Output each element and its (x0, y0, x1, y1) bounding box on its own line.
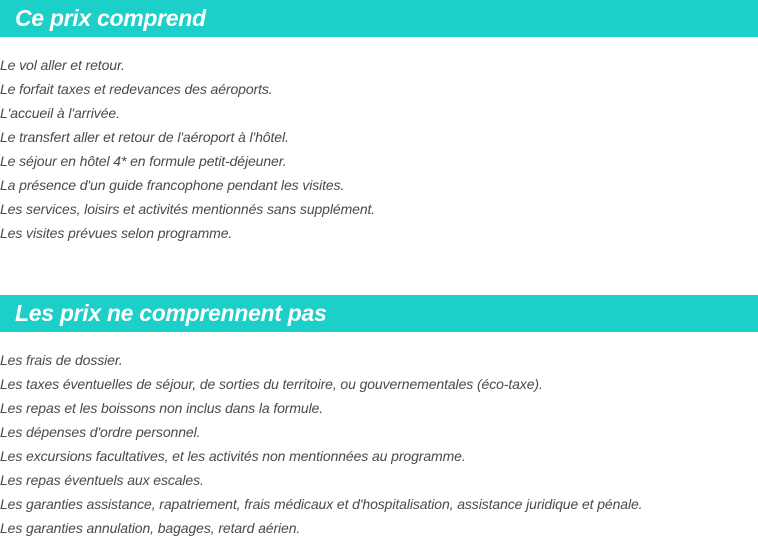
included-item: L'accueil à l'arrivée. (0, 105, 120, 121)
excluded-item: Les dépenses d'ordre personnel. (0, 424, 201, 440)
included-list (0, 53, 375, 245)
included-item: Les services, loisirs et activités mentionnés sans supplément. (0, 201, 376, 217)
excluded-item: Les taxes éventuelles de séjour, de sorties du territoire, ou gouvernementales (éco-taxe). (0, 376, 543, 392)
excluded-section-title: Les prix ne comprennent pas (15, 300, 327, 326)
excluded-list (0, 348, 642, 540)
excluded-item: Les excursions facultatives, et les activités non mentionnées au programme. (0, 448, 466, 464)
excluded-item: Les repas éventuels aux escales. (0, 472, 204, 488)
excluded-item: Les garanties annulation, bagages, retard aérien. (0, 520, 301, 536)
excluded-section-header (0, 295, 758, 332)
included-item: Le vol aller et retour. (0, 57, 125, 73)
excluded-item: Les repas et les boissons non inclus dans la formule. (0, 400, 324, 416)
included-item: La présence d'un guide francophone pendant les visites. (0, 177, 345, 193)
included-item: Le transfert aller et retour de l'aéroport à l'hôtel. (0, 129, 289, 145)
included-section-title: Ce prix comprend (15, 5, 206, 31)
included-section-header (0, 0, 758, 37)
included-item: Le forfait taxes et redevances des aéroports. (0, 81, 273, 97)
included-item: Le séjour en hôtel 4* en formule petit-déjeuner. (0, 153, 287, 169)
included-item: Les visites prévues selon programme. (0, 225, 233, 241)
excluded-item: Les frais de dossier. (0, 352, 123, 368)
excluded-item: Les garanties assistance, rapatriement, frais médicaux et d'hospitalisation, assistance juridique et pénale. (0, 496, 643, 512)
